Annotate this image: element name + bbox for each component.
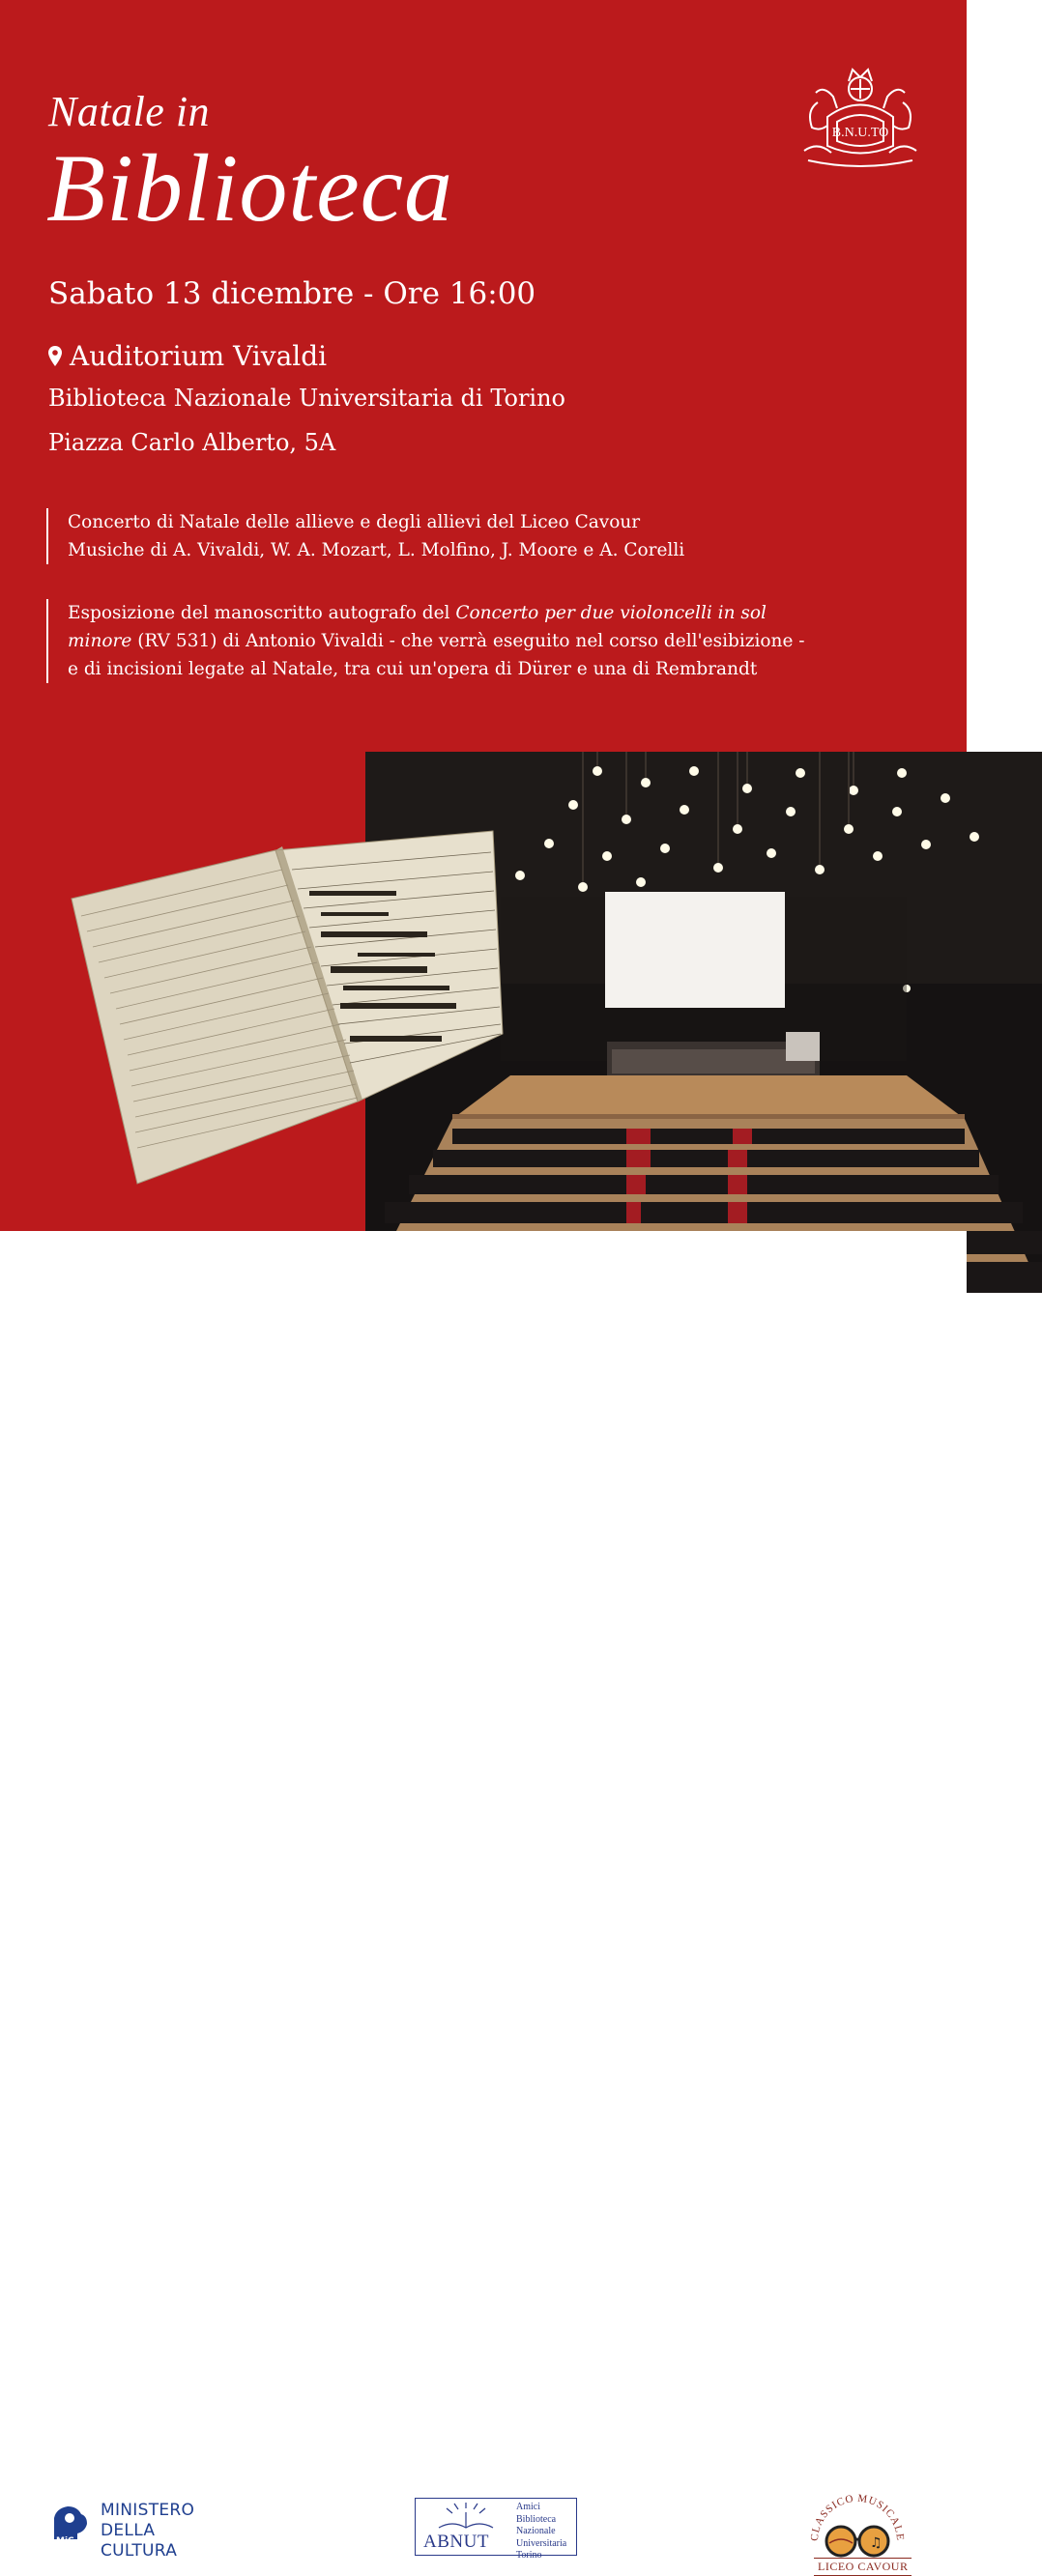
venue-address-line-2: Piazza Carlo Alberto, 5A bbox=[48, 429, 336, 456]
location-pin-icon bbox=[48, 346, 62, 367]
abnut-description bbox=[516, 2502, 566, 2562]
venue bbox=[48, 340, 327, 372]
abnut-logo bbox=[415, 2498, 577, 2561]
exhibition-line-2-rest: (RV 531) di Antonio Vivaldi - che verrà eseguito nel corso dell'esibizione - bbox=[131, 631, 805, 651]
concert-line-1: Concerto di Natale delle allieve e degli allievi del Liceo Cavour bbox=[68, 512, 641, 532]
manuscript-photo bbox=[68, 831, 522, 1198]
poster bbox=[0, 0, 967, 1231]
ministry-line-2: DELLA bbox=[101, 2521, 156, 2540]
event-date: Sabato 13 dicembre - Ore 16:00 bbox=[48, 276, 536, 311]
exhibition-line-1-italic: Concerto per due violoncelli in sol bbox=[455, 603, 767, 623]
open-book-icon bbox=[420, 2501, 512, 2533]
title-line-2: Biblioteca bbox=[46, 134, 453, 242]
abnut-line-3: Nazionale bbox=[516, 2526, 556, 2536]
cavour-arc-left: CLASSICO bbox=[808, 2493, 855, 2542]
abnut-line-4: Universitaria bbox=[516, 2537, 567, 2549]
music-note-icon: ♫ bbox=[870, 2535, 883, 2551]
bnuto-crest-logo bbox=[798, 64, 922, 170]
footer-logos bbox=[0, 1231, 967, 2573]
mic-mark: MiC bbox=[56, 2536, 74, 2546]
cavour-arc-right: MUSICALE bbox=[856, 2492, 907, 2542]
ministry-line-1: MINISTERO bbox=[101, 2501, 195, 2520]
exhibition-line-2-italic: minore bbox=[68, 631, 132, 651]
venue-name: Auditorium Vivaldi bbox=[70, 340, 328, 372]
concert-description bbox=[46, 508, 916, 564]
ministry-line-3: CULTURA bbox=[101, 2541, 178, 2561]
abnut-line-2: Biblioteca bbox=[516, 2513, 557, 2525]
abnut-line-5: Torino bbox=[516, 2550, 542, 2561]
venue-address-line-1: Biblioteca Nazionale Universitaria di Torino bbox=[48, 385, 565, 412]
crest-initials: B.N.U.TO bbox=[831, 126, 889, 140]
exhibition-line-1-pre: Esposizione del manoscritto autografo del bbox=[68, 603, 456, 623]
exhibition-description bbox=[46, 599, 921, 683]
mic-emblem-icon bbox=[48, 2501, 93, 2545]
abnut-name: ABNUT bbox=[423, 2532, 489, 2552]
exhibition-line-3: e di incisioni legate al Natale, tra cui un'opera di Dürer e una di Rembrandt bbox=[68, 659, 758, 679]
cavour-label: LICEO CAVOUR bbox=[814, 2558, 912, 2576]
concert-line-2: Musiche di A. Vivaldi, W. A. Mozart, L. Molfino, J. Moore e A. Corelli bbox=[68, 540, 685, 560]
ministero-cultura-logo bbox=[48, 2501, 194, 2562]
abnut-line-1: Amici bbox=[516, 2502, 540, 2512]
title-line-1: Natale in bbox=[48, 88, 211, 135]
